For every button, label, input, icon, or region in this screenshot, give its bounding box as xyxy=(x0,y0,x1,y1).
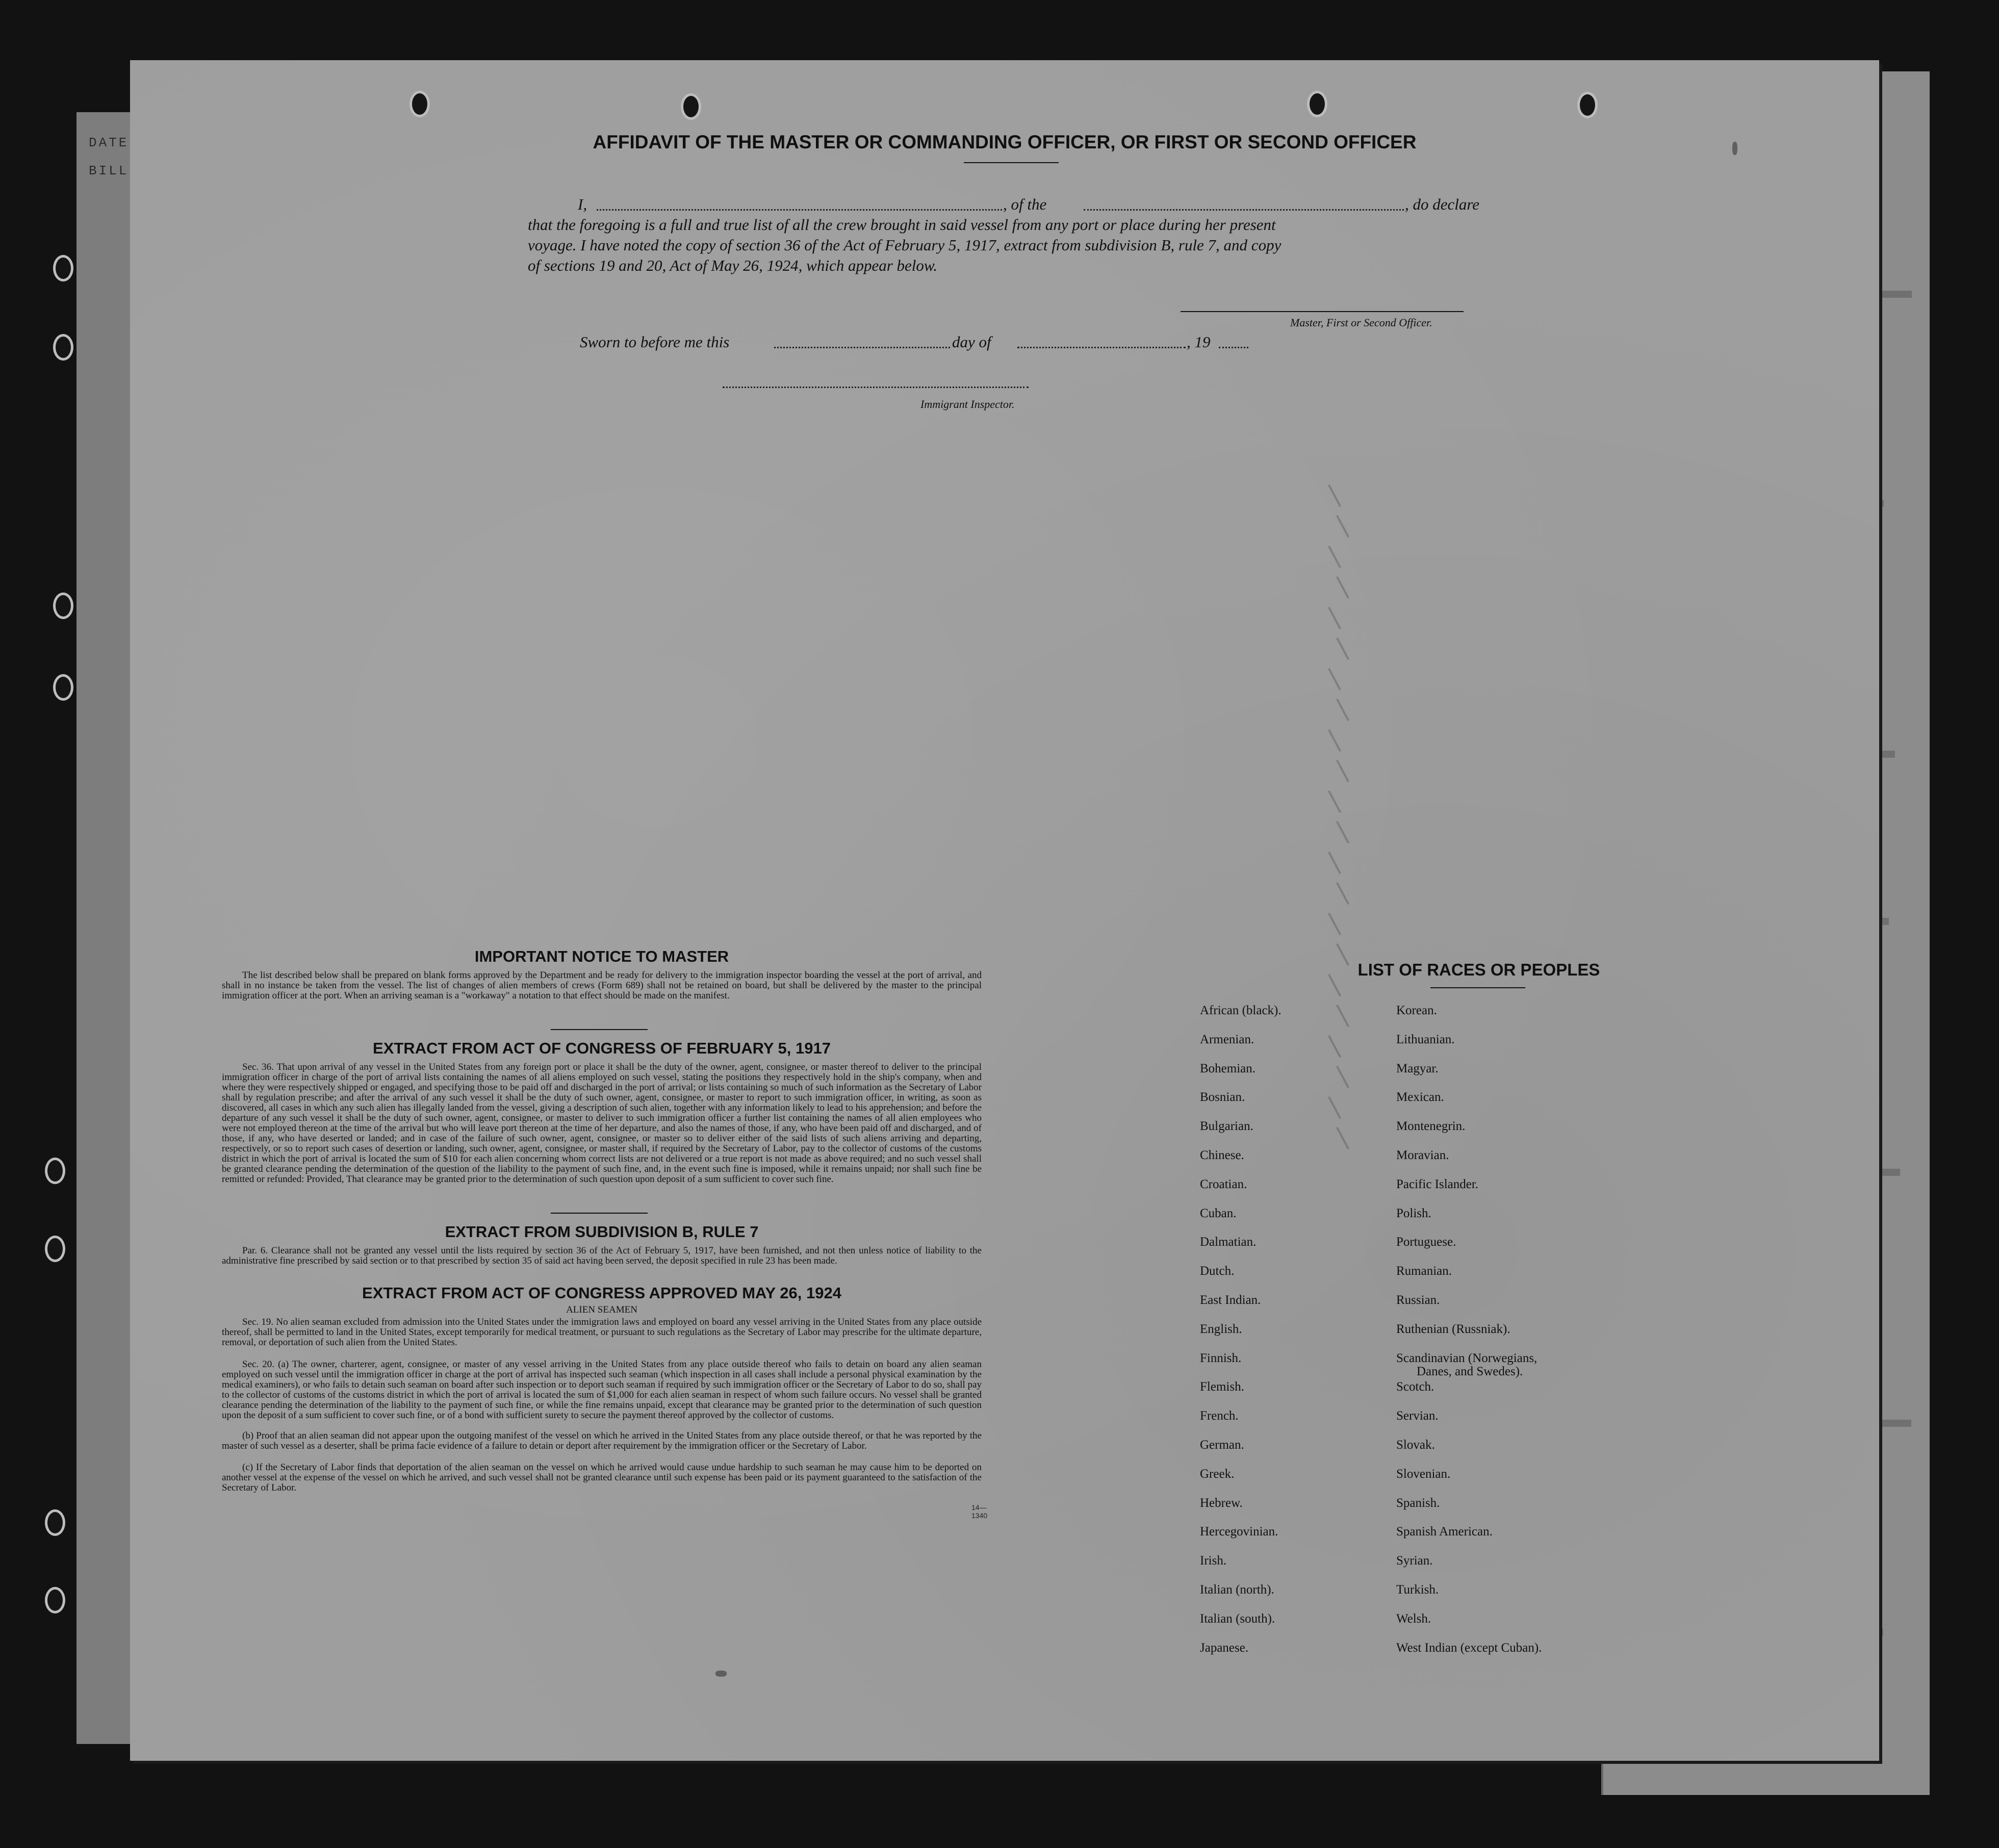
rule7-title: EXTRACT FROM SUBDIVISION B, RULE 7 xyxy=(445,1223,759,1241)
extract-1917-title: EXTRACT FROM ACT OF CONGRESS OF FEBRUARY 5, 1917 xyxy=(373,1039,831,1057)
race-item: Servian. xyxy=(1396,1409,1439,1423)
race-item: Greek. xyxy=(1200,1467,1235,1481)
bleed-through-tick xyxy=(1328,729,1341,752)
bleed-through-tick xyxy=(1328,607,1341,629)
left-column xyxy=(222,947,988,1733)
race-item: Russian. xyxy=(1396,1293,1440,1307)
left-underlying-strip xyxy=(76,112,133,1744)
section-rule xyxy=(551,1029,648,1030)
races-list xyxy=(1200,1004,1761,1738)
section-rule xyxy=(551,1213,648,1214)
bleed-through-tick xyxy=(1328,484,1341,507)
bleed-through-tick xyxy=(1336,576,1349,599)
race-item: Turkish. xyxy=(1396,1583,1439,1597)
bleed-through-tick xyxy=(1336,760,1349,782)
race-item-continuation: Danes, and Swedes). xyxy=(1417,1364,1523,1378)
bleed-through-tick xyxy=(1328,668,1341,690)
binding-hole xyxy=(53,334,73,361)
race-item: Bohemian. xyxy=(1200,1061,1256,1075)
race-item: Japanese. xyxy=(1200,1640,1249,1655)
ink-mark xyxy=(1732,142,1737,155)
race-item: Croatian. xyxy=(1200,1177,1247,1191)
extract-1924-title: EXTRACT FROM ACT OF CONGRESS APPROVED MAY 26, 1924 xyxy=(362,1284,841,1302)
bleed-through-tick xyxy=(1336,882,1349,905)
sworn-day-of: day of xyxy=(952,333,991,351)
sworn-month-blank[interactable] xyxy=(1017,347,1186,348)
race-item: Bulgarian. xyxy=(1200,1119,1253,1134)
binding-hole xyxy=(45,1587,65,1613)
title-rule xyxy=(964,162,1059,163)
bleed-through-tick xyxy=(1336,699,1349,721)
bleed-through-tick xyxy=(1336,637,1349,660)
affidavit-i: I, xyxy=(578,195,587,213)
race-item: Dutch. xyxy=(1200,1264,1235,1278)
bleed-through-tick xyxy=(1328,546,1341,568)
manifest-page xyxy=(130,60,1879,1761)
race-item: Spanish. xyxy=(1396,1496,1440,1510)
alien-seamen-subtitle: ALIEN SEAMEN xyxy=(566,1304,637,1315)
race-item: Italian (south). xyxy=(1200,1611,1275,1626)
race-item: Armenian. xyxy=(1200,1032,1254,1046)
punch-hole xyxy=(1577,92,1598,118)
race-item: Portuguese. xyxy=(1396,1235,1456,1249)
races-rule xyxy=(1430,987,1525,988)
race-item: Finnish. xyxy=(1200,1351,1242,1365)
race-item: Cuban. xyxy=(1200,1206,1237,1220)
binding-hole xyxy=(53,255,73,281)
sec20c-text: (c) If the Secretary of Labor finds that deportation of the alien seaman on the vessel on which he arrived would cause undue hardship to such seaman he may cause him to be deported on another vessel at the expense of the vessel on which he arrived, and such vessel shall not be granted clearance until such expense has been paid or its payment guaranteed to the satisfaction of the Secretary of Labor. xyxy=(222,1462,982,1493)
vessel-blank[interactable] xyxy=(1084,209,1404,211)
name-blank[interactable] xyxy=(597,209,1002,211)
race-item: Moravian. xyxy=(1396,1148,1449,1162)
bleed-through-tick xyxy=(1328,852,1341,874)
race-item: Flemish. xyxy=(1200,1380,1244,1394)
sworn-prefix: Sworn to before me this xyxy=(580,333,730,351)
binding-hole xyxy=(45,1509,65,1536)
race-item: Bosnian. xyxy=(1200,1090,1245,1105)
master-signature-line[interactable] xyxy=(1181,311,1464,312)
sec19-text: Sec. 19. No alien seaman excluded from admission into the United States under the immigration laws and employed on board any vessel arriving in the United States from any place outside thereof, shall be permitted to land in the United States, except temporarily for medical treatment, or pursuant to such regulations as the Secretary of Labor may prescribe for the ultimate departure, removal, or deportation of such alien from the United States. xyxy=(222,1317,982,1348)
sec20b-text: (b) Proof that an alien seaman did not appear upon the outgoing manifest of the vessel on which he arrived in the United States from any place outside thereof, or that he was reported by the master of such vessel as a deserter, shall be prima facie evidence of a failure to detain or deport after requirement by the immigration officer or the Secretary of Labor. xyxy=(222,1430,982,1451)
sworn-year-prefix: , 19 xyxy=(1187,333,1211,351)
notice-title: IMPORTANT NOTICE TO MASTER xyxy=(474,947,729,965)
affidavit-line-2: that the foregoing is a full and true list of all the crew brought in said vessel from any port or place during her present xyxy=(528,216,1276,234)
margin-label-bill: BILL xyxy=(89,163,129,178)
bleed-through-tick xyxy=(1336,821,1349,843)
race-item: Slovenian. xyxy=(1396,1467,1451,1481)
extract-1917-text: Sec. 36. That upon arrival of any vessel in the United States from any foreign port or place it shall be the duty of the owner, agent, consignee, or master thereof to deliver to the principal immigration officer in charge of the port of arrival lists containing the names of all aliens employed on such vessel, stating the positions they respectively hold in the ship's company, when and where they were respectively shipped or engaged, and specifying those to be paid off and discharged in the port of arrival; or lists containing so much of such information as the Secretary of Labor shall by regulation prescribe; and after the arrival of any such vessel it shall be the duty of such owner, agent, consignee, or master to report to such immigration officer, in writing, as soon as discovered, all cases in which any such alien has illegally landed from the vessel, giving a description of such alien, together with any information likely to lead to his apprehension; and before the departure of any such vessel it shall be the duty of such owner, agent, consignee, or master to deliver to such immigration officer a further list containing the names of all alien employees who were not employed thereon at the time of the arrival but who will leave port thereon at the time of her departure, and also the names of those, if any, who have been paid off and discharged, and of those, if any, who have deserted or landed; and in case of the failure of such owner, agent, consignee, or master so to deliver either of the said lists of such aliens arriving and departing, respectively, or so to report such cases of desertion or landing, such owner, agent, consignee, or master shall, if required by the Secretary of Labor, pay to the collector of customs of the customs district in which the port of arrival is located the sum of $10 for each alien concerning whom correct lists are not delivered or a true report is not made as above required; and no such vessel shall be granted clearance pending the determination of the question of the liability to the payment of such fine, and, in the event such fine is imposed, while it remains unpaid; nor shall such fine be remitted or refunded: Provided, That clearance may be granted prior to the determination of such question upon deposit of a sum sufficient to cover such fine. xyxy=(222,1062,982,1185)
race-item: Montenegrin. xyxy=(1396,1119,1466,1134)
affidavit-line-4: of sections 19 and 20, Act of May 26, 1924, which appear below. xyxy=(528,256,938,274)
inspector-label: Immigrant Inspector. xyxy=(920,398,1015,410)
race-item: German. xyxy=(1200,1438,1244,1452)
race-item: West Indian (except Cuban). xyxy=(1396,1640,1542,1655)
sworn-day-blank[interactable] xyxy=(774,347,950,348)
binding-hole xyxy=(53,593,73,619)
sec20a-text: Sec. 20. (a) The owner, charterer, agent, consignee, or master of any vessel arriving in the United States from any place outside thereof who fails to detain on board any alien seaman employed on such vessel until the immigration officer in charge at the port of arrival has inspected such seaman (which inspection in all cases shall include a personal physical examination by the medical examiners), or who fails to detain such seaman on board after such inspection or to deport such seaman if required by such immigration officer or the Secretary of Labor to do so, shall pay to the collector of customs of the customs district in which the port of arrival is located the sum of $1,000 for each alien seaman in respect of whom such failure occurs. No vessel shall be granted clearance pending the determination of the liability to the payment of such fine, or while the fine remains unpaid, except that clearance may be granted prior to the determination of such question upon the deposit of a sum sufficient to cover such fine, or of a bond with sufficient surety to secure the payment thereof approved by the collector of customs. xyxy=(222,1359,982,1421)
race-item: Scandinavian (Norwegians, xyxy=(1396,1351,1537,1365)
race-item: Irish. xyxy=(1200,1554,1227,1568)
race-item: Dalmatian. xyxy=(1200,1235,1257,1249)
race-item: Ruthenian (Russniak). xyxy=(1396,1322,1510,1336)
rule7-text: Par. 6. Clearance shall not be granted any vessel until the lists required by section 36 of the Act of February 5, 1917, have been furnished, and not then unless notice of liability to the administrative fine prescribed by said section or to that prescribed by section 35 of said act having been served, the deposit specified in rule 23 has been made. xyxy=(222,1245,982,1266)
notice-text: The list described below shall be prepared on blank forms approved by the Department and be ready for delivery to the immigration inspector boarding the vessel at the port of arrival, and shall in no instance be taken from the vessel. The list of changes of alien members of crews (Form 689) shall not be retained on board, but shall be delivered by the master to the principal immigration officer at the port. When an arriving seaman is a "workaway" a notation to that effect should be made on the manifest. xyxy=(222,970,982,1001)
race-item: Spanish American. xyxy=(1396,1525,1493,1539)
race-item: Rumanian. xyxy=(1396,1264,1452,1278)
binding-hole xyxy=(45,1158,65,1184)
race-item: Polish. xyxy=(1396,1206,1431,1220)
affidavit-title: AFFIDAVIT OF THE MASTER OR COMMANDING OFFICER, OR FIRST OR SECOND OFFICER xyxy=(593,132,1417,152)
inspector-signature-line[interactable] xyxy=(723,387,1029,388)
race-item: English. xyxy=(1200,1322,1242,1336)
race-item: Hebrew. xyxy=(1200,1496,1243,1510)
punch-hole xyxy=(409,91,430,117)
race-item: Hercegovinian. xyxy=(1200,1525,1278,1539)
punch-hole xyxy=(681,93,701,120)
ink-mark xyxy=(715,1671,727,1677)
race-item: Slovak. xyxy=(1396,1438,1435,1452)
race-item: Syrian. xyxy=(1396,1554,1433,1568)
binding-hole xyxy=(53,674,73,701)
bleed-through-tick xyxy=(1336,515,1349,537)
race-item: Chinese. xyxy=(1200,1148,1244,1162)
race-item: Pacific Islander. xyxy=(1396,1177,1479,1191)
affidavit-line-3: voyage. I have noted the copy of section 36 of the Act of February 5, 1917, extract from subdivision B, rule 7, and copy xyxy=(528,236,1282,254)
race-item: Lithuanian. xyxy=(1396,1032,1455,1046)
bleed-through-tick xyxy=(1328,913,1341,935)
races-title: LIST OF RACES OR PEOPLES xyxy=(1357,960,1600,979)
punch-hole xyxy=(1307,91,1327,117)
bleed-through-tick xyxy=(1328,790,1341,813)
margin-label-date: DATE xyxy=(89,135,129,150)
race-item: Welsh. xyxy=(1396,1611,1431,1626)
race-item: Scotch. xyxy=(1396,1380,1434,1394)
form-number: 14—1340 xyxy=(971,1503,988,1520)
master-signature-label: Master, First or Second Officer. xyxy=(1290,316,1432,329)
race-item: French. xyxy=(1200,1409,1239,1423)
race-item: Magyar. xyxy=(1396,1061,1439,1075)
race-item: Korean. xyxy=(1396,1004,1437,1017)
race-item: Mexican. xyxy=(1396,1090,1444,1105)
race-item: African (black). xyxy=(1200,1004,1282,1017)
sworn-year-blank[interactable] xyxy=(1219,347,1248,348)
race-item: East Indian. xyxy=(1200,1293,1261,1307)
binding-hole xyxy=(45,1236,65,1262)
affidavit-declare: , do declare xyxy=(1405,195,1480,213)
affidavit-of-the: , of the xyxy=(1003,195,1047,213)
race-item: Italian (north). xyxy=(1200,1583,1274,1597)
